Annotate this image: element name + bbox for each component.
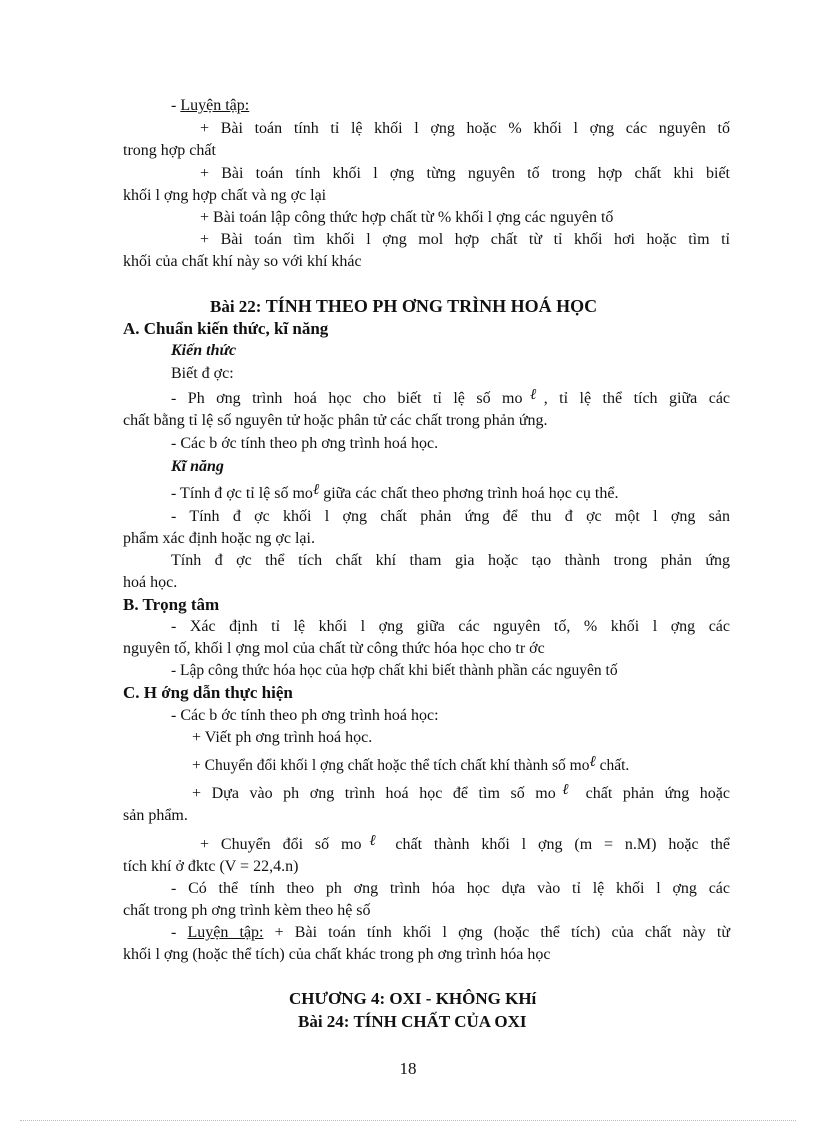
section-b-heading: B. Trọng tâm [123,595,220,614]
practice-item-1: + Bài toán tính tỉ lệ khối l ợng hoặc % khối l ợng các nguyên tố [200,120,730,137]
focus-item-2: - Lập công thức hóa học của hợp chất khi biết thành phần các nguyên tố [171,662,618,679]
practice-item-2: + Bài toán tính khối l ợng từng nguyên tố trong hợp chất khi biết [200,165,730,182]
section-c-heading: C. H ớng dẫn thực hiện [123,683,293,702]
knowledge-item-1: - Ph ơng trình hoá học cho biết tỉ lệ số moℓ, tỉ lệ thể tích giữa các [171,385,731,407]
skills-item-1: - Tính đ ợc tỉ lệ số moℓ giữa các chất theo phơng trình hoá học cụ thể. [171,480,619,502]
knowledge-intro: Biết đ ợc: [171,365,234,382]
knowledge-subheading: Kiến thức [171,342,237,359]
focus-item-1: - Xác định tỉ lệ khối l ợng giữa các nguyên tố, % khối l ợng các [171,618,730,635]
step-4: + Chuyển đổi số moℓ chất thành khối l ợng (m = n.M) hoặc thể [200,831,731,853]
knowledge-item-1-cont: chất bằng tỉ lệ số nguyên tử hoặc phân tử các chất trong phản ứng. [123,412,548,429]
skills-item-2-cont: phẩm xác định hoặc ng ợc lại. [123,530,315,547]
practice-item-4-cont: khối của chất khí này so với khí khác [123,253,362,270]
practice-22-cont: khối l ợng (hoặc thể tích) của chất khác trong ph ơng trình hóa học [123,946,551,963]
lesson-24-title: Bài 24: TÍNH CHẤT CỦA OXI [298,1012,527,1030]
practice-heading: - Luyện tập: [171,97,250,114]
skills-item-3-cont: hoá học. [123,574,178,591]
note-alt-method: - Có thể tính theo ph ơng trình hóa học dựa vào tỉ lệ khối l ợng các [171,880,730,897]
skills-item-2: - Tính đ ợc khối l ợng chất phản ứng để thu đ ợc một l ợng sản [171,508,730,525]
focus-item-1-cont: nguyên tố, khối l ợng mol của chất từ công thức hóa học cho tr ớc [123,640,545,657]
lesson-22-title: Bài 22: TÍNH THEO PH ƠNG TRÌNH HOÁ HỌC [210,296,598,316]
step-3: + Dựa vào ph ơng trình hoá học để tìm số moℓ chất phản ứng hoặc [192,780,731,802]
chapter-4-title: CHƯƠNG 4: OXI - KHÔNG KHí [289,989,537,1008]
practice-22: - Luyện tập: + Bài toán tính khối l ợng (hoặc thể tích) của chất này từ [171,924,731,941]
step-4-cont: tích khí ở đktc (V = 22,4.n) [123,858,299,875]
note-alt-method-cont: chất trong ph ơng trình kèm theo hệ số [123,902,371,919]
skills-item-3: Tính đ ợc thể tích chất khí tham gia hoặc tạo thành trong phản ứng [171,552,730,569]
section-a-heading: A. Chuẩn kiến thức, kĩ năng [123,319,329,338]
step-1: + Viết ph ơng trình hoá học. [192,729,373,746]
practice-item-4: + Bài toán tìm khối l ợng mol hợp chất từ tỉ khối hơi hoặc tìm tỉ [200,231,730,248]
practice-item-2-cont: khối l ợng hợp chất và ng ợc lại [123,187,327,204]
step-3-cont: sản phẩm. [123,807,188,824]
practice-item-1-cont: trong hợp chất [123,142,216,159]
knowledge-item-2: - Các b ớc tính theo ph ơng trình hoá học. [171,435,439,452]
steps-intro: - Các b ớc tính theo ph ơng trình hoá học: [171,707,439,724]
page-number: 18 [399,1059,417,1078]
bottom-divider [20,1120,796,1121]
skills-subheading: Kĩ năng [171,458,224,475]
practice-item-3: + Bài toán lập công thức hợp chất từ % khối l ợng các nguyên tố [200,209,614,226]
step-2: + Chuyển đổi khối l ợng chất hoặc thể tích chất khí thành số moℓ chất. [192,752,630,774]
